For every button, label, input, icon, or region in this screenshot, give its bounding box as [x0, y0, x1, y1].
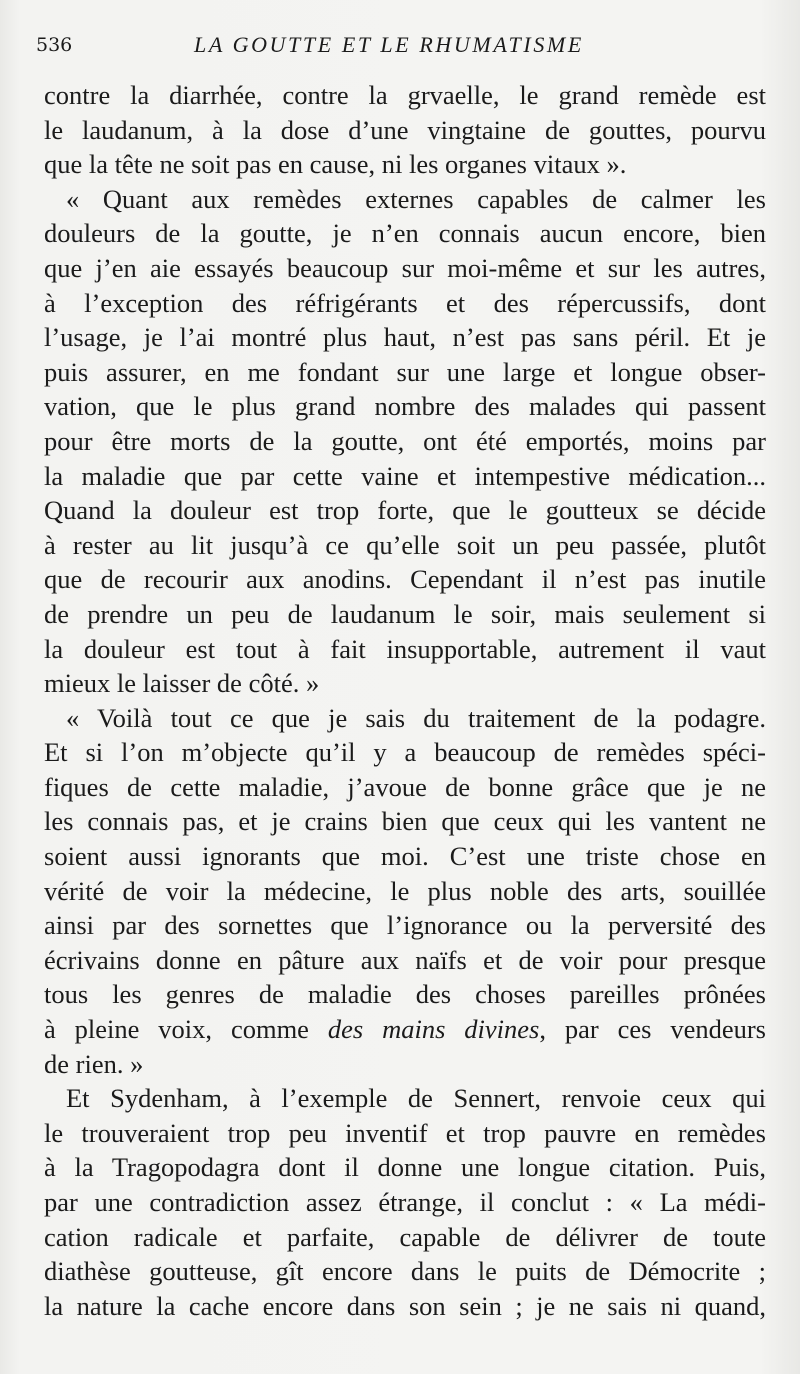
text-line: écrivains donne en pâture aux naïfs et de voir pour presque: [44, 944, 766, 975]
text-line: cation radicale et parfaite, capable de délivrer de toute: [44, 1221, 766, 1252]
text-line: de rien. »: [44, 1048, 144, 1079]
text-line: le trouveraient trop peu inventif et trop pauvre en remèdes: [44, 1117, 766, 1148]
paragraph: [44, 78, 766, 182]
text-line: Et si l’on m’objecte qu’il y a beaucoup de remèdes spéci-: [44, 737, 766, 768]
text-line: Quand la douleur est trop forte, que le goutteux se décide: [44, 495, 766, 526]
text-line: que la tête ne soit pas en cause, ni les organes vitaux ».: [44, 149, 627, 180]
italic-phrase: des mains divines: [327, 1014, 540, 1045]
text-line: que j’en aie essayés beaucoup sur moi-même et sur les autres,: [44, 252, 766, 283]
text-line: contre la diarrhée, contre la grvaelle, le grand remède est: [44, 80, 766, 110]
text-line: par une contradiction assez étrange, il conclut : « La médi-: [44, 1187, 766, 1217]
text-line: le laudanum, à la dose d’une vingtaine de gouttes, pourvu: [44, 114, 766, 145]
text-line: les connais pas, et je crains bien que ceux qui les vantent ne: [44, 806, 766, 837]
text-line: vérité de voir la médecine, le plus noble des arts, souillée: [44, 875, 766, 906]
paragraph: [44, 1081, 766, 1323]
text-line: pour être morts de la goutte, ont été emportés, moins par: [44, 425, 766, 456]
text-line: ainsi par des sornettes que l’ignorance ou la perversité des: [44, 910, 766, 941]
text-line: soient aussi ignorants que moi. C’est une triste chose en: [44, 841, 766, 872]
text-line: à rester au lit jusqu’à ce qu’elle soit un peu passée, plutôt: [44, 529, 766, 560]
text-line: la nature la cache encore dans son sein ; je ne sais ni quand,: [44, 1290, 766, 1321]
running-title: LA GOUTTE ET LE RHUMATISME: [194, 32, 584, 57]
text-line: mieux le laisser de côté. »: [44, 668, 320, 699]
text-line: l’usage, je l’ai montré plus haut, n’est pas sans péril. Et je: [44, 322, 766, 353]
text-line: que de recourir aux anodins. Cependant il n’est pas inutile: [44, 564, 766, 595]
text-line: à pleine voix, comme des mains divines, par ces vendeurs: [44, 1014, 766, 1045]
paragraph: [44, 701, 766, 1082]
text-line: la douleur est tout à fait insupportable, autrement il vaut: [44, 633, 766, 664]
text-line: Et Sydenham, à l’exemple de Sennert, renvoie ceux qui: [66, 1083, 766, 1114]
running-head: [36, 30, 776, 64]
page-number: 536: [36, 34, 73, 56]
body-text: [44, 78, 766, 1323]
paragraph: [44, 182, 766, 701]
text-line: puis assurer, en me fondant sur une large et longue obser-: [44, 356, 766, 387]
text-line: à la Tragopodagra dont il donne une longue citation. Puis,: [44, 1152, 766, 1183]
text-line: la maladie que par cette vaine et intempestive médication...: [44, 460, 766, 491]
text-line: de prendre un peu de laudanum le soir, mais seulement si: [44, 598, 766, 629]
text-line: « Quant aux remèdes externes capables de calmer les: [66, 183, 766, 214]
text-line: vation, que le plus grand nombre des malades qui passent: [44, 391, 766, 422]
text-line: tous les genres de maladie des choses pareilles prônées: [44, 979, 766, 1010]
text-line: à l’exception des réfrigérants et des répercussifs, dont: [44, 287, 766, 318]
text-line: diathèse goutteuse, gît encore dans le puits de Démocrite ;: [44, 1256, 766, 1287]
text-line: douleurs de la goutte, je n’en connais aucun encore, bien: [44, 218, 766, 249]
text-line: fiques de cette maladie, j’avoue de bonne grâce que je ne: [44, 771, 766, 802]
text-line: « Voilà tout ce que je sais du traitement de la podagre.: [66, 702, 766, 733]
